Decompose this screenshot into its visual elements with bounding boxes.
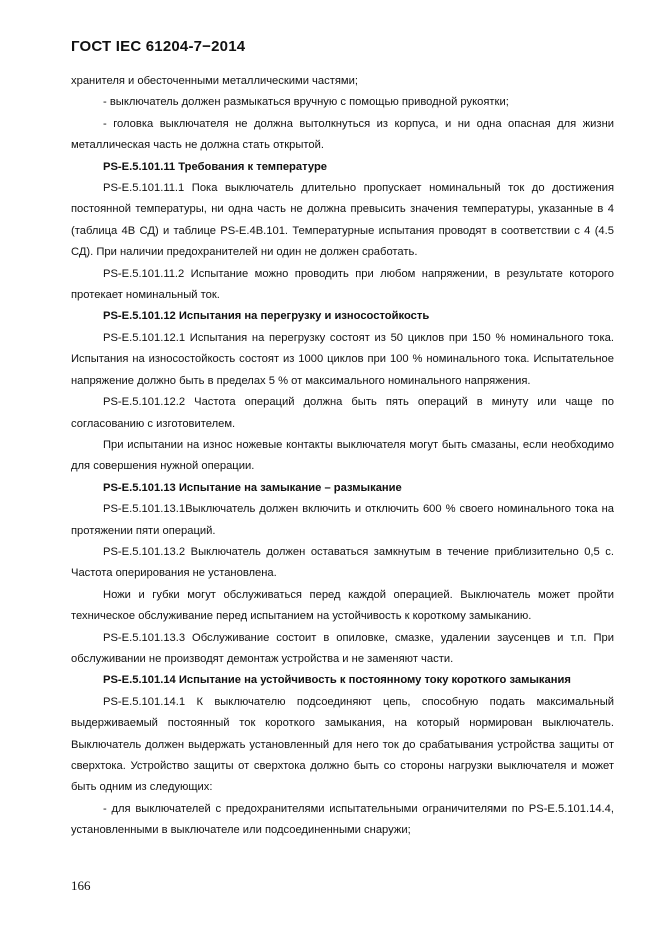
list-item: - головка выключателя не должна вытолкнуться из корпуса, и ни одна опасная для жизни металлическая часть не должна стать открытой. <box>71 117 614 152</box>
paragraph: PS-E.5.101.12.2 Частота операций должна быть пять операций в минуту или чаще по согласованию с изготовителем. <box>71 396 614 430</box>
paragraph: Ножи и губки могут обслуживаться перед каждой операцией. Выключатель может пройти техническое обслуживание перед испытанием на устойчивость к короткому замыканию. <box>71 588 614 623</box>
paragraph: PS-E.5.101.13.2 Выключатель должен оставаться замкнутым в течение приблизительно 0,5 с. Частота оперирования не установлена. <box>71 545 614 580</box>
page-number: 166 <box>71 878 91 893</box>
section-heading: PS-E.5.101.12 Испытания на перегрузку и износостойкость <box>103 310 430 323</box>
section-heading: PS-E.5.101.13 Испытание на замыкание – размыкание <box>103 481 402 494</box>
paragraph: PS-E.5.101.11.1 Пока выключатель длительно пропускает номинальный ток до достижения постоянной температуры, ни одна часть не должна превысить значения температуры, указанные в 4 (таблица 4В СД) и таблице PS-E.4В.101. Температурные испытания проводят в соответствии с 4 (4.5 СД). При наличии предохранителей ни один не должен сработать. <box>71 182 614 259</box>
section-heading: PS-E.5.101.11 Требования к температуре <box>103 160 327 173</box>
paragraph: PS-E.5.101.13.3 Обслуживание состоит в опиловке, смазке, удалении заусенцев и т.п. При обслуживании не производят демонтаж устройства и не заменяют части. <box>71 631 614 665</box>
document-body <box>71 71 614 842</box>
list-item: - для выключателей с предохранителями испытательными ограничителями по PS-E.5.101.14.4, установленными в выключателе или подсоединенными снаружи; <box>71 802 614 837</box>
paragraph: PS-E.5.101.12.1 Испытания на перегрузку состоят из 50 циклов при 150 % номинального тока. Испытания на износостойкость состоят из 1000 циклов при 100 % номинального тока. Испытательное напряжение должно быть в пределах 5 % от максимального номинального напряжения. <box>71 331 614 387</box>
list-item: - выключатель должен размыкаться вручную с помощью приводной рукоятки; <box>103 96 509 109</box>
paragraph: При испытании на износ ножевые контакты выключателя могут быть смазаны, если необходимо для совершения нужной операции. <box>71 438 614 473</box>
section-heading: PS-E.5.101.14 Испытание на устойчивость к постоянному току короткого замыкания <box>103 674 571 687</box>
document-header: ГОСТ IEC 61204-7−2014 <box>71 38 246 55</box>
paragraph: хранителя и обесточенными металлическими частями; <box>71 75 358 87</box>
paragraph: PS-E.5.101.11.2 Испытание можно проводить при любом напряжении, в результате которого протекает номинальный ток. <box>71 267 614 302</box>
paragraph: PS-E.5.101.13.1Выключатель должен включить и отключить 600 % своего номинального тока на протяжении пяти операций. <box>71 503 614 537</box>
paragraph: PS-E.5.101.14.1 К выключателю подсоединяют цепь, способную подать максимальный выдерживаемый постоянный ток короткого замыкания, на который нормирован выключатель. Выключатель должен выдержать установленный для него ток до срабатывания устройства защиты от сверхтока. Устройство защиты от сверхтока должно быть со стороны нагрузки выключателя и может быть одним из следующих: <box>71 695 614 794</box>
